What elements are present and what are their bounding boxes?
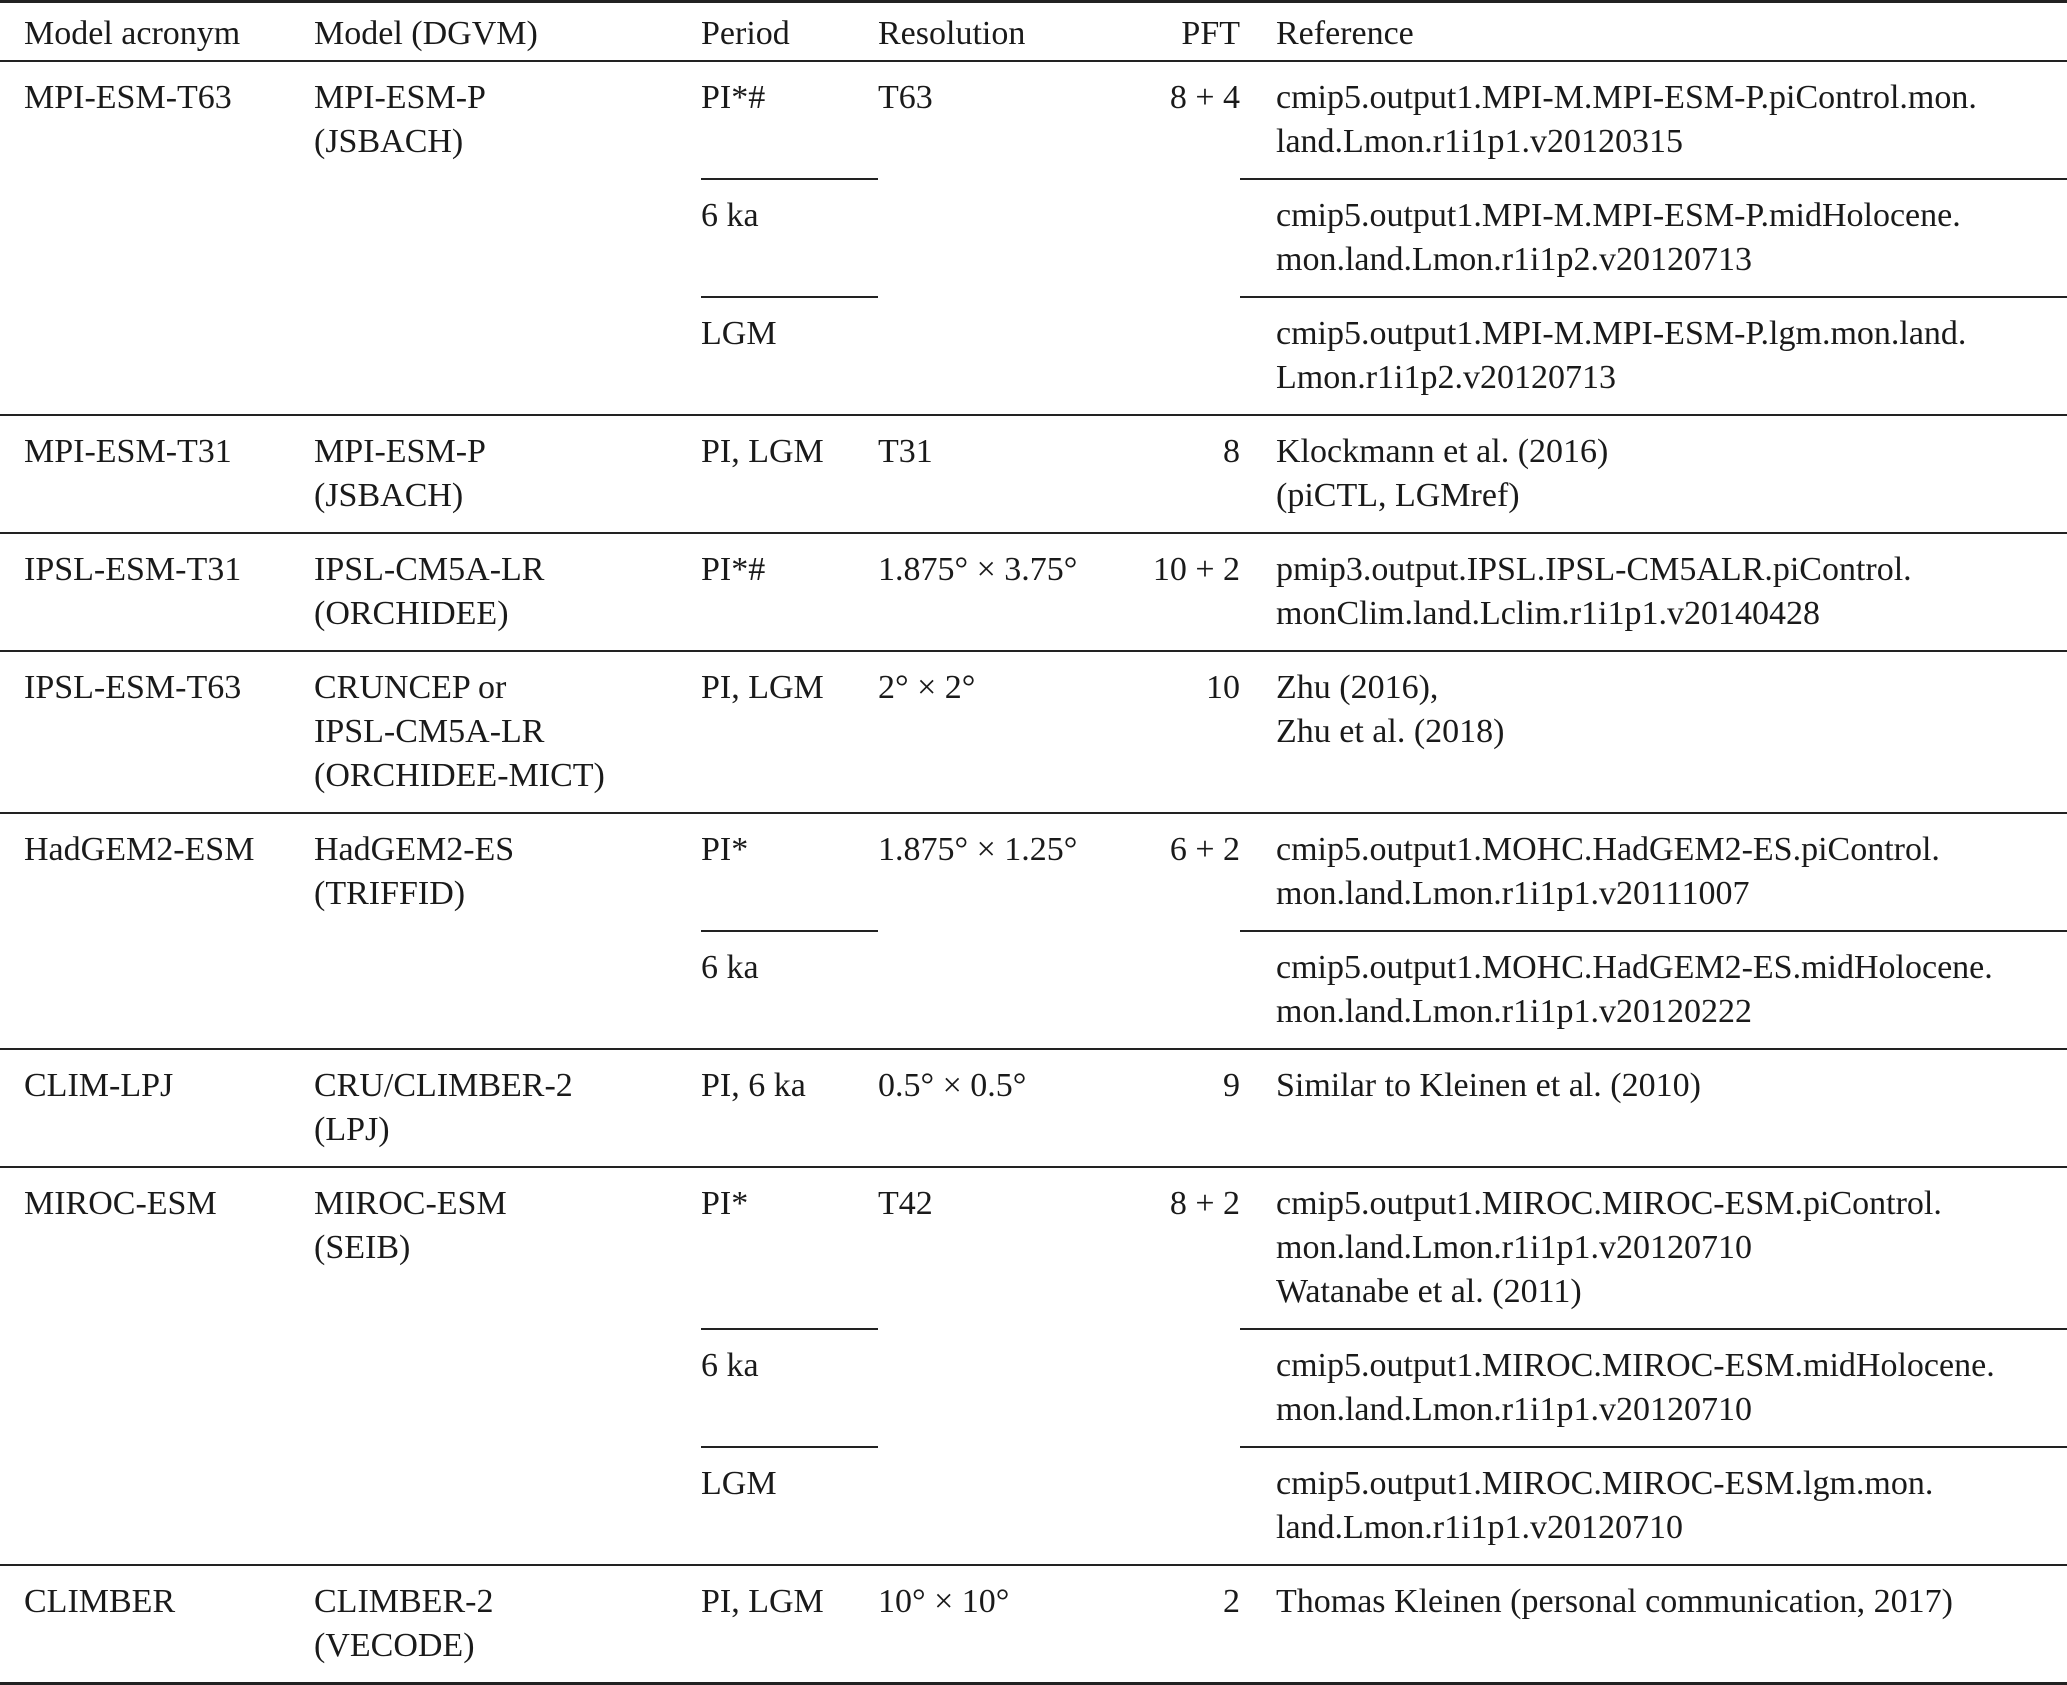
reference-line: Zhu et al. (2018) xyxy=(1276,713,1505,750)
pft-cell: 8 + 4 xyxy=(1138,61,1240,415)
reference-line: cmip5.output1.MIROC.MIROC-ESM.midHolocene. xyxy=(1276,1347,1995,1384)
reference-line: land.Lmon.r1i1p1.v20120315 xyxy=(1276,123,1684,160)
reference-line: land.Lmon.r1i1p1.v20120710 xyxy=(1276,1509,1684,1546)
period-cell: LGM xyxy=(701,1447,878,1565)
resolution-cell: T63 xyxy=(878,61,1138,415)
model-dgvm-cell xyxy=(314,533,701,651)
reference-cell xyxy=(1240,651,2067,813)
reference-cell xyxy=(1240,1565,2067,1684)
reference-line: cmip5.output1.MOHC.HadGEM2-ES.midHolocene. xyxy=(1276,949,1993,986)
model-dgvm-cell xyxy=(314,61,701,415)
pft-cell: 8 + 2 xyxy=(1138,1167,1240,1565)
model-dgvm-line: (TRIFFID) xyxy=(314,875,466,912)
model-dgvm-cell xyxy=(314,1167,701,1565)
reference-cell xyxy=(1240,1329,2067,1447)
period-cell: 6 ka xyxy=(701,1329,878,1447)
reference-line: Similar to Kleinen et al. (2010) xyxy=(1276,1067,1701,1104)
table-row xyxy=(0,61,2067,179)
pft-cell: 2 xyxy=(1138,1565,1240,1684)
reference-line: cmip5.output1.MPI-M.MPI-ESM-P.lgm.mon.land. xyxy=(1276,315,1967,352)
reference-cell xyxy=(1240,297,2067,415)
reference-line: mon.land.Lmon.r1i1p1.v20120222 xyxy=(1276,993,1752,1030)
resolution-cell: 0.5° × 0.5° xyxy=(878,1049,1138,1167)
reference-line: cmip5.output1.MIROC.MIROC-ESM.lgm.mon. xyxy=(1276,1465,1934,1502)
reference-line: Watanabe et al. (2011) xyxy=(1276,1273,1582,1310)
reference-line: mon.land.Lmon.r1i1p2.v20120713 xyxy=(1276,241,1752,278)
table-row xyxy=(0,1167,2067,1329)
model-acronym-cell: MPI-ESM-T31 xyxy=(0,415,314,533)
reference-cell xyxy=(1240,813,2067,931)
reference-line: mon.land.Lmon.r1i1p1.v20120710 xyxy=(1276,1229,1752,1266)
reference-cell xyxy=(1240,179,2067,297)
header-period: Period xyxy=(701,2,878,62)
table-row xyxy=(0,1049,2067,1167)
model-dgvm-line: (SEIB) xyxy=(314,1229,411,1266)
model-dgvm-cell xyxy=(314,1565,701,1684)
reference-cell xyxy=(1240,1167,2067,1329)
model-dgvm-line: IPSL-CM5A-LR xyxy=(314,713,545,750)
model-acronym-cell: CLIM-LPJ xyxy=(0,1049,314,1167)
model-dgvm-line: (LPJ) xyxy=(314,1111,390,1148)
period-cell: PI*# xyxy=(701,61,878,179)
period-cell: PI, 6 ka xyxy=(701,1049,878,1167)
pft-cell: 8 xyxy=(1138,415,1240,533)
model-dgvm-line: IPSL-CM5A-LR xyxy=(314,551,545,588)
reference-line: mon.land.Lmon.r1i1p1.v20120710 xyxy=(1276,1391,1752,1428)
model-dgvm-line: HadGEM2-ES xyxy=(314,831,515,868)
model-acronym-cell: HadGEM2-ESM xyxy=(0,813,314,1049)
period-cell: PI, LGM xyxy=(701,651,878,813)
reference-line: Zhu (2016), xyxy=(1276,669,1439,706)
table-row xyxy=(0,651,2067,813)
model-dgvm-line: CLIMBER-2 xyxy=(314,1583,494,1620)
reference-cell xyxy=(1240,1447,2067,1565)
model-dgvm-cell xyxy=(314,415,701,533)
reference-line: cmip5.output1.MIROC.MIROC-ESM.piControl. xyxy=(1276,1185,1942,1222)
period-cell: PI, LGM xyxy=(701,1565,878,1684)
period-cell: PI*# xyxy=(701,533,878,651)
model-dgvm-line: CRUNCEP or xyxy=(314,669,507,706)
resolution-cell: T31 xyxy=(878,415,1138,533)
table-row xyxy=(0,813,2067,931)
table-header xyxy=(0,2,2067,62)
model-acronym-cell: MIROC-ESM xyxy=(0,1167,314,1565)
model-dgvm-line: (VECODE) xyxy=(314,1627,475,1664)
model-dgvm-line: (JSBACH) xyxy=(314,123,464,160)
reference-cell xyxy=(1240,1049,2067,1167)
model-dgvm-line: MPI-ESM-P xyxy=(314,433,486,470)
model-dgvm-line: (ORCHIDEE-MICT) xyxy=(314,757,605,794)
header-reference: Reference xyxy=(1240,2,2067,62)
model-dgvm-cell xyxy=(314,651,701,813)
period-cell: 6 ka xyxy=(701,179,878,297)
resolution-cell: 1.875° × 3.75° xyxy=(878,533,1138,651)
period-cell: PI* xyxy=(701,813,878,931)
model-acronym-cell: CLIMBER xyxy=(0,1565,314,1684)
pft-cell: 9 xyxy=(1138,1049,1240,1167)
header-acronym: Model acronym xyxy=(0,2,314,62)
model-acronym-cell: MPI-ESM-T63 xyxy=(0,61,314,415)
period-cell: LGM xyxy=(701,297,878,415)
header-dgvm: Model (DGVM) xyxy=(314,2,701,62)
header-pft: PFT xyxy=(1138,2,1240,62)
reference-line: mon.land.Lmon.r1i1p1.v20111007 xyxy=(1276,875,1750,912)
table-body xyxy=(0,61,2067,1684)
table-row xyxy=(0,533,2067,651)
table-row xyxy=(0,1565,2067,1684)
header-resolution: Resolution xyxy=(878,2,1138,62)
period-cell: PI, LGM xyxy=(701,415,878,533)
reference-line: cmip5.output1.MOHC.HadGEM2-ES.piControl. xyxy=(1276,831,1940,868)
reference-line: cmip5.output1.MPI-M.MPI-ESM-P.midHolocene. xyxy=(1276,197,1961,234)
model-dgvm-line: (JSBACH) xyxy=(314,477,464,514)
model-dgvm-cell xyxy=(314,813,701,1049)
reference-cell xyxy=(1240,415,2067,533)
pft-cell: 10 + 2 xyxy=(1138,533,1240,651)
resolution-cell: 10° × 10° xyxy=(878,1565,1138,1684)
reference-cell xyxy=(1240,931,2067,1049)
resolution-cell: T42 xyxy=(878,1167,1138,1565)
period-cell: 6 ka xyxy=(701,931,878,1049)
pft-cell: 10 xyxy=(1138,651,1240,813)
reference-line: Klockmann et al. (2016) xyxy=(1276,433,1609,470)
reference-line: monClim.land.Lclim.r1i1p1.v20140428 xyxy=(1276,595,1820,632)
reference-line: Thomas Kleinen (personal communication, 2017) xyxy=(1276,1583,1953,1620)
period-cell: PI* xyxy=(701,1167,878,1329)
reference-line: (piCTL, LGMref) xyxy=(1276,477,1520,514)
model-acronym-cell: IPSL-ESM-T31 xyxy=(0,533,314,651)
reference-line: Lmon.r1i1p2.v20120713 xyxy=(1276,359,1616,396)
reference-cell xyxy=(1240,533,2067,651)
resolution-cell: 1.875° × 1.25° xyxy=(878,813,1138,1049)
model-dgvm-cell xyxy=(314,1049,701,1167)
model-dgvm-line: CRU/CLIMBER-2 xyxy=(314,1067,573,1104)
model-dgvm-line: (ORCHIDEE) xyxy=(314,595,509,632)
reference-cell xyxy=(1240,61,2067,179)
reference-line: pmip3.output.IPSL.IPSL-CM5ALR.piControl. xyxy=(1276,551,1912,588)
resolution-cell: 2° × 2° xyxy=(878,651,1138,813)
model-dgvm-line: MIROC-ESM xyxy=(314,1185,507,1222)
model-acronym-cell: IPSL-ESM-T63 xyxy=(0,651,314,813)
table-row xyxy=(0,415,2067,533)
pft-cell: 6 + 2 xyxy=(1138,813,1240,1049)
reference-line: cmip5.output1.MPI-M.MPI-ESM-P.piControl.mon. xyxy=(1276,79,1977,116)
model-dgvm-line: MPI-ESM-P xyxy=(314,79,486,116)
